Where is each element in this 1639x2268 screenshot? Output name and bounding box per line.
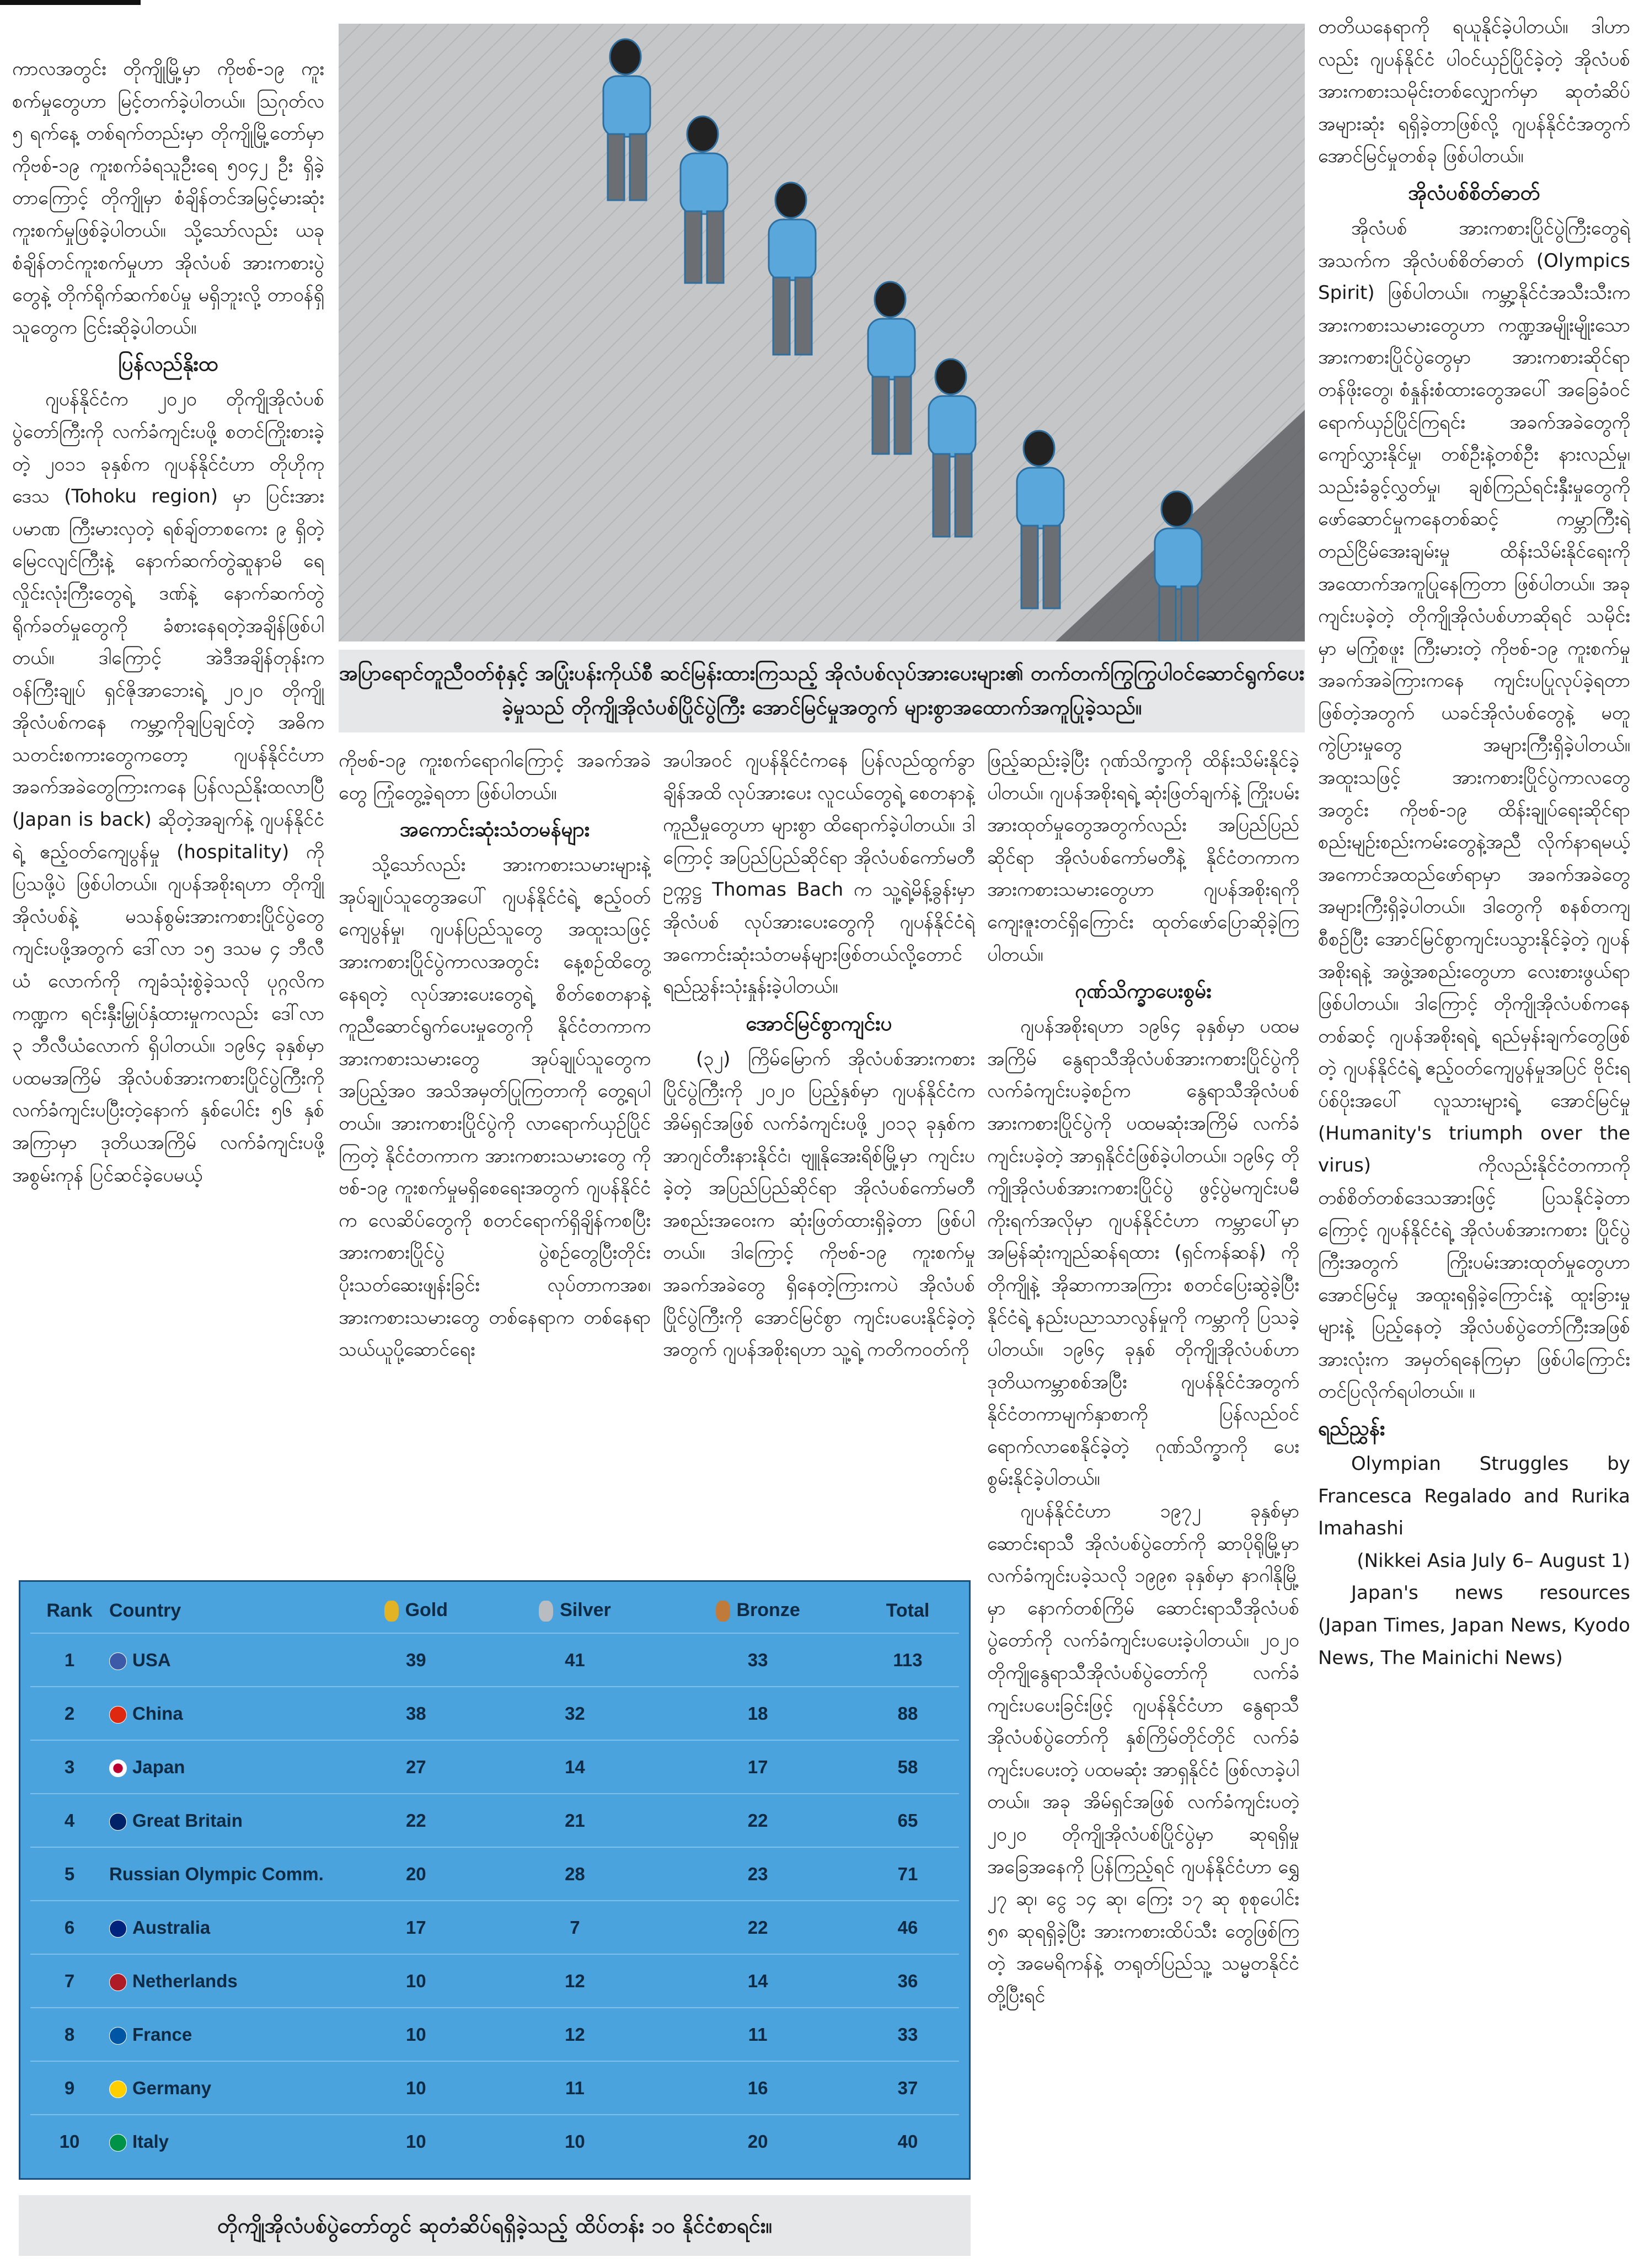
country-cell bbox=[109, 1633, 341, 1687]
silver-cell: 12 bbox=[491, 2008, 660, 2061]
gold-cell: 10 bbox=[341, 1954, 491, 2008]
table-caption: တိုကျိုအိုလံပစ်ပွဲတော်တွင် ဆုတံဆိပ်ရရှိခဲ့သည့် ထိပ်တန်း ၁၀ နိုင်ငံစာရင်း။ bbox=[19, 2195, 971, 2256]
paragraph: အပါအဝင် ဂျပန်နိုင်ငံကနေ ပြန်လည်ထွက်ခွာချိန်အထိ လုပ်အားပေး လူငယ်တွေရဲ့ စေတနာနဲ့ ကူညီမှုတွေဟာ များစွာ ထိရောက်ခဲ့ပါတယ်။ ဒါကြောင့် အပြည်ပြည်ဆိုင်ရာ အိုလံပစ်ကော်မတီဥက္ကဋ္ဌ Thomas Bach က သူ့ရဲ့မိန့်ခွန်းမှာ အိုလံပစ် လုပ်အားပေးတွေကို ဂျပန်နိုင်ငံရဲ့အကောင်းဆုံးသံတမန်များဖြစ်တယ်လို့တောင် ရည်ညွှန်းသုံးနှုန်းခဲ့ပါတယ်။ bbox=[663, 750, 975, 998]
silver-cell: 28 bbox=[491, 1847, 660, 1901]
gold-cell: 27 bbox=[341, 1740, 491, 1794]
references-heading: ရည်ညွှန်း bbox=[1318, 1416, 1385, 1440]
country-cell bbox=[109, 2115, 341, 2168]
table-row bbox=[30, 1740, 959, 1794]
gold-cell: 38 bbox=[341, 1687, 491, 1740]
bronze-cell: 22 bbox=[659, 1794, 856, 1847]
country-cell bbox=[109, 1687, 341, 1740]
paragraph: (၃၂) ကြိမ်မြောက် အိုလံပစ်အားကစားပြိုင်ပွဲကြီးကို ၂၀၂၀ ပြည့်နှစ်မှာ ဂျပန်နိုင်ငံက အိမ်ရှင်အဖြစ် လက်ခံကျင်းပဖို့ ၂၀၁၃ ခုနှစ်က အာဂျင်တီးနားနိုင်ငံ၊ ဗျူနိုအေးရိစ်မြို့မှာ ကျင်းပခဲ့တဲ့ အပြည်ပြည်ဆိုင်ရာ အိုလံပစ်ကော်မတီ အစည်းအဝေးက ဆုံးဖြတ်ထားရှိခဲ့တာ ဖြစ်ပါတယ်။ ဒါကြောင့် ကိုဗစ်-၁၉ ကူးစက်မှု အခက်အခဲတွေ ရှိနေတဲ့ကြားကပဲ အိုလံပစ်ပြိုင်ပွဲကြီးကို အောင်မြင်စွာ ကျင်းပပေးနိုင်ခဲ့တဲ့အတွက် ဂျပန်အစိုးရဟာ သူ့ရဲ့ ကတိကဝတ်ကို bbox=[663, 1047, 975, 1361]
rank-cell: 3 bbox=[30, 1740, 109, 1794]
bronze-header bbox=[659, 1588, 856, 1633]
silver-cell: 21 bbox=[491, 1794, 660, 1847]
table-row bbox=[30, 1901, 959, 1954]
paragraph: ဂျပန်နိုင်ငံက ၂၀၂၀ တိုကျိုအိုလံပစ်ပွဲတော်ကြီးကို လက်ခံကျင်းပဖို့ စတင်ကြိုးစားခဲ့တဲ့ ၂၀၁၁ ခုနှစ်က ဂျပန်နိုင်ငံဟာ တိုဟိုကုဒေသ (Tohoku region) မှာ ပြင်းအားပမာဏ ကြီးမားလှတဲ့ ရစ်ချ်တာစကေး ၉ ရှိတဲ့ မြေငလျင်ကြီးနဲ့ နောက်ဆက်တွဲဆူနာမိ ရေလှိုင်းလုံးကြီးတွေရဲ့ ဒဏ်နဲ့ နောက်ဆက်တွဲရိုက်ခတ်မှုတွေကို ခံစားနေရတဲ့အချိန်ဖြစ်ပါတယ်။ ဒါကြောင့် အဲဒီအချိန်တုန်းက ဝန်ကြီးချုပ် ရှင်ဇိုအာဘေးရဲ့ ၂၀၂၀ တိုကျိုအိုလံပစ်ကနေ ကမ္ဘာ့ကိုချပြချင်တဲ့ အဓိကသတင်းစကားတွေကတော့ ဂျပန်နိုင်ငံဟာ အခက်အခဲတွေကြားကနေ ပြန်လည်နိုးထလာပြီ (Japan is back) ဆိုတဲ့အချက်နဲ့ ဂျပန်နိုင်ငံရဲ့ ဧည့်ဝတ်ကျေပွန်မှု (hospitality) ကို ပြသဖို့ပဲ ဖြစ်ပါတယ်။ ဂျပန်အစိုးရဟာ တိုကျိုအိုလံပစ်နဲ့ မသန်စွမ်းအားကစားပြိုင်ပွဲတွေ ကျင်းပဖို့အတွက် ဒေါ်လာ ၁၅ ဒသမ ၄ ဘီလီယံ လောက်ကို ကျခံသုံးစွဲခဲ့သလို ပုဂ္ဂလိကကဏ္ဍက ရင်းနှီးမြှုပ်နှံထားမှုကလည်း ဒေါ်လာ ၃ ဘီလီယံလောက် ရှိပါတယ်။ ၁၉၆၄ ခုနှစ်မှာ ပထမအကြိမ် အိုလံပစ်အားကစားပြိုင်ပွဲကြီးကို လက်ခံကျင်းပပြီးတဲ့နောက် နှစ်ပေါင်း ၅၆ နှစ်အကြာမှာ ဒုတိယအကြိမ် လက်ခံကျင်းပဖို့ အစွမ်းကုန် ပြင်ဆင်ခဲ့ပေမယ့် bbox=[12, 388, 324, 1186]
total-cell: 88 bbox=[856, 1687, 959, 1740]
total-cell: 40 bbox=[856, 2115, 959, 2168]
gold-medal-icon bbox=[384, 1601, 399, 1622]
rank-cell: 5 bbox=[30, 1847, 109, 1901]
total-cell: 33 bbox=[856, 2008, 959, 2061]
bronze-cell: 22 bbox=[659, 1901, 856, 1954]
reference: Olympian Struggles by Francesca Regalado and Rurika Imahashi bbox=[1318, 1452, 1630, 1540]
gold-header bbox=[341, 1588, 491, 1633]
gold-cell: 17 bbox=[341, 1901, 491, 1954]
country-flag-icon bbox=[109, 2134, 127, 2152]
article-column-2 bbox=[339, 745, 651, 1566]
country-cell bbox=[109, 1740, 341, 1794]
country-cell bbox=[109, 1954, 341, 2008]
article-column-5 bbox=[1318, 11, 1630, 2259]
paragraph: သို့သော်လည်း အားကစားသမားများနဲ့ အုပ်ချုပ်သူတွေအပေါ် ဂျပန်နိုင်ငံရဲ့ ဧည့်ဝတ်ကျေပွန်မှု၊ ဂျပန်ပြည်သူတွေ အထူးသဖြင့် အားကစားပြိုင်ပွဲကာလအတွင်း နေ့စဉ်ထိတွေ့နေရတဲ့ လုပ်အားပေးတွေရဲ့ စိတ်စေတနာနဲ့ ကူညီဆောင်ရွက်ပေးမှုတွေကို နိုင်ငံတကာက အားကစားသမားတွေ အုပ်ချုပ်သူတွေက အပြည့်အဝ အသိအမှတ်ပြုကြတာကို တွေ့ရပါတယ်။ အားကစားပြိုင်ပွဲကို လာရောက်ယှဉ်ပြိုင်ကြတဲ့ နိုင်ငံတကာက အားကစားသမားတွေ ကိုဗစ်-၁၉ ကူးစက်မှုမရှိစေရေးအတွက် ဂျပန်နိုင်ငံက လေဆိပ်တွေကို စတင်ရောက်ရှိချိန်ကစပြီး အားကစားပြိုင်ပွဲ ပွဲစဉ်တွေပြီးတိုင်း ပိုးသတ်ဆေးဖျန်းခြင်း လုပ်တာကအစ၊ အားကစားသမားတွေ တစ်နေရာက တစ်နေရာ သယ်ယူပို့ဆောင်ရေး bbox=[339, 854, 651, 1361]
silver-header bbox=[491, 1588, 660, 1633]
country-name: France bbox=[132, 2024, 192, 2045]
country-cell bbox=[109, 1794, 341, 1847]
bronze-medal-icon bbox=[716, 1601, 730, 1622]
table-header-row bbox=[30, 1588, 959, 1633]
total-header: Total bbox=[886, 1600, 930, 1621]
rank-cell: 8 bbox=[30, 2008, 109, 2061]
country-name: Great Britain bbox=[132, 1810, 243, 1831]
gold-cell: 39 bbox=[341, 1633, 491, 1687]
rank-header: Rank bbox=[46, 1600, 93, 1621]
section-heading: ဂုဏ်သိက္ခာပေးစွမ်း bbox=[1075, 979, 1212, 1003]
country-flag-icon bbox=[109, 1973, 127, 1991]
bronze-cell: 33 bbox=[659, 1633, 856, 1687]
table-row bbox=[30, 1847, 959, 1901]
bronze-cell: 17 bbox=[659, 1740, 856, 1794]
gold-cell: 10 bbox=[341, 2115, 491, 2168]
article-column-4 bbox=[987, 745, 1299, 2256]
bronze-cell: 16 bbox=[659, 2061, 856, 2115]
silver-cell: 10 bbox=[491, 2115, 660, 2168]
bronze-cell: 11 bbox=[659, 2008, 856, 2061]
rank-cell: 4 bbox=[30, 1794, 109, 1847]
country-name: Netherlands bbox=[132, 1970, 238, 1991]
rank-cell: 7 bbox=[30, 1954, 109, 2008]
silver-header-label: Silver bbox=[560, 1599, 611, 1620]
country-cell bbox=[109, 2061, 341, 2115]
paragraph: ကိုဗစ်-၁၉ ကူးစက်ရောဂါကြောင့် အခက်အခဲတွေ ကြုံတွေ့ခဲ့ရတာ ဖြစ်ပါတယ်။ bbox=[339, 750, 651, 804]
gold-cell: 10 bbox=[341, 2061, 491, 2115]
silver-medal-icon bbox=[539, 1601, 553, 1622]
country-flag-icon bbox=[109, 1759, 127, 1777]
article-column-3 bbox=[663, 745, 975, 1566]
bronze-header-label: Bronze bbox=[736, 1599, 800, 1620]
rank-cell: 10 bbox=[30, 2115, 109, 2168]
section-heading: ပြန်လည်နိုးထ bbox=[118, 352, 218, 376]
silver-cell: 32 bbox=[491, 1687, 660, 1740]
country-header-label: Country bbox=[109, 1600, 181, 1621]
total-cell: 113 bbox=[856, 1633, 959, 1687]
rank-cell: 2 bbox=[30, 1687, 109, 1740]
country-name: China bbox=[132, 1703, 183, 1724]
section-heading: အောင်မြင်စွာကျင်းပ bbox=[746, 1011, 892, 1035]
reference: (Nikkei Asia July 6– August 1) bbox=[1357, 1549, 1630, 1572]
country-header bbox=[109, 1588, 341, 1633]
country-flag-icon bbox=[109, 1813, 127, 1831]
country-flag-icon bbox=[109, 1920, 127, 1938]
bronze-cell: 18 bbox=[659, 1687, 856, 1740]
gold-header-label: Gold bbox=[405, 1599, 448, 1620]
bronze-cell: 23 bbox=[659, 1847, 856, 1901]
photo-caption: အပြာရောင်တူညီဝတ်စုံနှင့် အပြုံးပန်းကိုယ်စီ ဆင်မြန်းထားကြသည့် အိုလံပစ်လုပ်အားပေးများ၏ တက်တက်ကြွကြွပါဝင်ဆောင်ရွက်ပေးခဲ့မှုသည် တိုကျိုအိုလံပစ်ပြိုင်ပွဲကြီး အောင်မြင်မှုအတွက် များစွာအထောက်အကူပြုခဲ့သည်။ bbox=[339, 650, 1305, 732]
country-cell bbox=[109, 1847, 341, 1901]
silver-cell: 11 bbox=[491, 2061, 660, 2115]
total-cell: 46 bbox=[856, 1901, 959, 1954]
paragraph: ဂျပန်နိုင်ငံဟာ ၁၉၇၂ ခုနှစ်မှာ ဆောင်းရာသီ အိုလံပစ်ပွဲတော်ကို ဆာပိုရိုမြို့မှာ လက်ခံကျင်းပခဲ့သလို ၁၉၉၈ ခုနှစ်မှာ နာဂါနိုမြို့မှာ နောက်တစ်ကြိမ် ဆောင်းရာသီအိုလံပစ်ပွဲတော်ကို လက်ခံကျင်းပပေးခဲ့ပါတယ်။ ၂၀၂၀ တိုကျိုနွေရာသီအိုလံပစ်ပွဲတော်ကို လက်ခံကျင်းပပေးခြင်းဖြင့် ဂျပန်နိုင်ငံဟာ နွေရာသီအိုလံပစ်ပွဲတော်ကို နှစ်ကြိမ်တိုင်တိုင် လက်ခံကျင်းပပေးတဲ့ ပထမဆုံး အာရှနိုင်ငံ ဖြစ်လာခဲ့ပါတယ်။ အခု အိမ်ရှင်အဖြစ် လက်ခံကျင်းပတဲ့ ၂၀၂၀ တိုကျိုအိုလံပစ်ပြိုင်ပွဲမှာ ဆုရရှိမှုအခြေအနေကို ပြန်ကြည့်ရင် ဂျပန်နိုင်ငံဟာ ရွှေ ၂၇ ဆု၊ ငွေ ၁၄ ဆု၊ ကြေး ၁၇ ဆု စုစုပေါင်း ၅၈ ဆုရရှိခဲ့ပြီး အားကစားထိပ်သီး တွေဖြစ်ကြတဲ့ အမေရိကန်နဲ့ တရုတ်ပြည်သူ့ သမ္မတနိုင်ငံတို့ပြီးရင် bbox=[987, 1500, 1299, 2007]
table-row bbox=[30, 1687, 959, 1740]
reference: Japan's news resources (Japan Times, Japan News, Kyodo News, The Mainichi News) bbox=[1318, 1582, 1630, 1669]
table-row bbox=[30, 2115, 959, 2168]
table-row bbox=[30, 2061, 959, 2115]
total-cell: 36 bbox=[856, 1954, 959, 2008]
paragraph: ဖြည့်ဆည်းခဲ့ပြီး ဂုဏ်သိက္ခာကို ထိန်းသိမ်းနိုင်ခဲ့ပါတယ်။ ဂျပန်အစိုးရရဲ့ ဆုံးဖြတ်ချက်နဲ့ ကြိုးပမ်းအားထုတ်မှုတွေအတွက်လည်း အပြည်ပြည်ဆိုင်ရာ အိုလံပစ်ကော်မတီနဲ့ နိုင်ငံတကာက အားကစားသမားတွေဟာ ဂျပန်အစိုးရကို ကျေးဇူးတင်ရှိကြောင်း ထုတ်ဖော်ပြောဆိုခဲ့ကြပါတယ်။ bbox=[987, 750, 1299, 966]
country-flag-icon bbox=[109, 1652, 127, 1670]
section-heading: အကောင်းဆုံးသံတမန်များ bbox=[399, 817, 590, 842]
silver-cell: 12 bbox=[491, 1954, 660, 2008]
silver-cell: 7 bbox=[491, 1901, 660, 1954]
paragraph: တတိယနေရာကို ရယူနိုင်ခဲ့ပါတယ်။ ဒါဟာလည်း ဂျပန်နိုင်ငံ ပါဝင်ယှဉ်ပြိုင်ခဲ့တဲ့ အိုလံပစ်အားကစားသမိုင်းတစ်လျှောက်မှာ ဆုတံဆိပ်အများဆုံး ရရှိခဲ့တာဖြစ်လို့ ဂျပန်နိုင်ငံအတွက် အောင်မြင်မှုတစ်ခု ဖြစ်ပါတယ်။ bbox=[1318, 16, 1630, 168]
total-cell: 37 bbox=[856, 2061, 959, 2115]
medal-table-panel bbox=[19, 1580, 971, 2180]
volunteers-photo bbox=[339, 24, 1305, 641]
paragraph: ကာလအတွင်း တိုကျိုမြို့မှာ ကိုဗစ်-၁၉ ကူးစက်မှုတွေဟာ မြင့်တက်ခဲ့ပါတယ်။ ဩဂုတ်လ ၅ ရက်နေ့ တစ်ရက်တည်းမှာ တိုကျိုမြို့တော်မှာ ကိုဗစ်-၁၉ ကူးစက်ခံရသူဦးရေ ၅၀၄၂ ဦး ရှိခဲ့တာကြောင့် တိုကျိုမှာ စံချိန်တင်အမြင့်မားဆုံး ကူးစက်မှုဖြစ်ခဲ့ပါတယ်။ သို့သော်လည်း ယခု စံချိန်တင်ကူးစက်မှုဟာ အိုလံပစ် အားကစားပွဲတွေနဲ့ တိုက်ရိုက်ဆက်စပ်မှု မရှိဘူးလို့ တာဝန်ရှိသူတွေက ငြင်းဆိုခဲ့ပါတယ်။ bbox=[12, 58, 324, 339]
country-flag-icon bbox=[109, 2027, 127, 2045]
country-name: Japan bbox=[132, 1756, 185, 1777]
gold-cell: 22 bbox=[341, 1794, 491, 1847]
total-cell: 65 bbox=[856, 1794, 959, 1847]
paragraph: အိုလံပစ် အားကစားပြိုင်ပွဲကြီးတွေရဲ့ အသက်က အိုလံပစ်စိတ်ဓာတ် (Olympics Spirit) ဖြစ်ပါတယ်။ ကမ္ဘာ့နိုင်ငံအသီးသီးက အားကစားသမားတွေဟာ ကဏ္ဍအမျိုးမျိုးသော အားကစားပြိုင်ပွဲတွေမှာ အားကစားဆိုင်ရာ တန်ဖိုးတွေ၊ စံနှုန်းစံထားတွေအပေါ် အခြေခံဝင်ရောက်ယှဉ်ပြိုင်ကြရင်း အခက်အခဲတွေကို ကျော်လွှားနိုင်မှု၊ တစ်ဦးနဲ့တစ်ဦး နားလည်မှု၊ သည်းခံခွင့်လွှတ်မှု၊ ချစ်ကြည်ရင်းနှီးမှုတွေကို ဖော်ဆောင်မှုကနေတစ်ဆင့် ကမ္ဘာကြီးရဲ့ တည်ငြိမ်အေးချမ်းမှု ထိန်းသိမ်းနိုင်ရေးကို အထောက်အကူပြုနေကြတာ ဖြစ်ပါတယ်။ အခုကျင်းပခဲ့တဲ့ တိုကျိုအိုလံပစ်ဟာဆိုရင် သမိုင်းမှာ မကြုံစဖူး ကြီးမားတဲ့ ကိုဗစ်-၁၉ ကူးစက်မှုအခက်အခဲကြားကနေ ကျင်းပပြုလုပ်ခဲ့ရတာဖြစ်တဲ့အတွက် ယခင်အိုလံပစ်တွေနဲ့ မတူကွဲပြားမှုတွေ အများကြီးရှိခဲ့ပါတယ်။ အထူးသဖြင့် အားကစားပြိုင်ပွဲကာလတွေအတွင်း ကိုဗစ်-၁၉ ထိန်းချုပ်ရေးဆိုင်ရာ စည်းမျဉ်းစည်းကမ်းတွေနဲ့အညီ လိုက်နာရမယ့် အကောင်အထည်ဖော်ရာမှာ အခက်အခဲတွေ အများကြီးရှိခဲ့ပါတယ်။ ဒါတွေကို စနစ်တကျစီစဉ်ပြီး အောင်မြင်စွာကျင်းပသွားနိုင်ခဲ့တဲ့ ဂျပန်အစိုးရနဲ့ အဖွဲ့အစည်းတွေဟာ လေးစားဖွယ်ရာဖြစ်ပါတယ်။ ဒါကြောင့် တိုကျိုအိုလံပစ်ကနေတစ်ဆင့် ဂျပန်အစိုးရရဲ့ ရည်မှန်းချက်တွေဖြစ်တဲ့ ဂျပန်နိုင်ငံရဲ့ ဧည့်ဝတ်ကျေပွန်မှုအပြင် ဗိုင်းရပ်စ်ပိုးအပေါ် လူသားများရဲ့ အောင်မြင်မှု (Humanity's triumph over the virus) ကိုလည်းနိုင်ငံတကာကို တစ်စိတ်တစ်ဒေသအားဖြင့် ပြသနိုင်ခဲ့တာကြောင့် ဂျပန်နိုင်ငံရဲ့ အိုလံပစ်အားကစား ပြိုင်ပွဲကြီးအတွက် ကြိုးပမ်းအားထုတ်မှုတွေဟာ အောင်မြင်မှု အထူးရရှိခဲ့ကြောင်းနဲ့ ထူးခြားမှုများနဲ့ ပြည့်နေတဲ့ အိုလံပစ်ပွဲတော်ကြီးအဖြစ် အားလုံးက အမှတ်ရနေကြမှာ ဖြစ်ပါကြောင်း တင်ပြလိုက်ရပါတယ်။ ။ bbox=[1318, 217, 1630, 1403]
gold-cell: 10 bbox=[341, 2008, 491, 2061]
table-row bbox=[30, 1794, 959, 1847]
article-column-1 bbox=[12, 53, 324, 1564]
silver-cell: 14 bbox=[491, 1740, 660, 1794]
country-name: Russian Olympic Comm. bbox=[109, 1863, 324, 1884]
total-cell: 71 bbox=[856, 1847, 959, 1901]
gold-cell: 20 bbox=[341, 1847, 491, 1901]
table-row bbox=[30, 1954, 959, 2008]
bronze-cell: 20 bbox=[659, 2115, 856, 2168]
country-flag-icon bbox=[109, 2080, 127, 2098]
country-name: Germany bbox=[132, 2077, 212, 2098]
rank-cell: 9 bbox=[30, 2061, 109, 2115]
country-name: USA bbox=[132, 1649, 171, 1670]
rank-cell: 6 bbox=[30, 1901, 109, 1954]
bronze-cell: 14 bbox=[659, 1954, 856, 2008]
top-rule bbox=[0, 0, 141, 5]
silver-cell: 41 bbox=[491, 1633, 660, 1687]
medal-table bbox=[30, 1588, 959, 2168]
country-flag-icon bbox=[109, 1706, 127, 1724]
country-name: Australia bbox=[132, 1917, 211, 1938]
country-cell bbox=[109, 2008, 341, 2061]
paragraph: ဂျပန်အစိုးရဟာ ၁၉၆၄ ခုနှစ်မှာ ပထမအကြိမ် နွေရာသီအိုလံပစ်အားကစားပြိုင်ပွဲကို လက်ခံကျင်းပခဲ့စဉ်က နွေရာသီအိုလံပစ် အားကစားပြိုင်ပွဲကို ပထမဆုံးအကြိမ် လက်ခံကျင်းပခဲ့တဲ့ အာရှနိုင်ငံဖြစ်ခဲ့ပါတယ်။ ၁၉၆၄ တိုကျိုအိုလံပစ်အားကစားပြိုင်ပွဲ ဖွင့်ပွဲမကျင်းပမီ ကိုးရက်အလိုမှာ ဂျပန်နိုင်ငံဟာ ကမ္ဘာပေါ်မှာ အမြန်ဆုံးကျည်ဆန်ရထား (ရှင်ကန်ဆန်) ကို တိုကျိုနဲ့ အိုဆာကာအကြား စတင်ပြေးဆွဲခဲ့ပြီး နိုင်ငံရဲ့ နည်းပညာသာလွန်မှုကို ကမ္ဘာကို ပြသခဲ့ပါတယ်။ ၁၉၆၄ ခုနှစ် တိုကျိုအိုလံပစ်ဟာ ဒုတိယကမ္ဘာစစ်အပြီး ဂျပန်နိုင်ငံအတွက် နိုင်ငံတကာမျက်နှာစာကို ပြန်လည်ဝင်ရောက်လာစေနိုင်ခဲ့တဲ့ ဂုဏ်သိက္ခာကို ပေးစွမ်းနိုင်ခဲ့ပါတယ်။ bbox=[987, 1015, 1299, 1490]
volunteers-illustration bbox=[339, 24, 1305, 641]
section-heading: အိုလံပစ်စိတ်ဓာတ် bbox=[1408, 180, 1540, 205]
table-row bbox=[30, 1633, 959, 1687]
total-cell: 58 bbox=[856, 1740, 959, 1794]
rank-cell: 1 bbox=[30, 1633, 109, 1687]
country-cell bbox=[109, 1901, 341, 1954]
table-row bbox=[30, 2008, 959, 2061]
country-name: Italy bbox=[132, 2131, 169, 2152]
